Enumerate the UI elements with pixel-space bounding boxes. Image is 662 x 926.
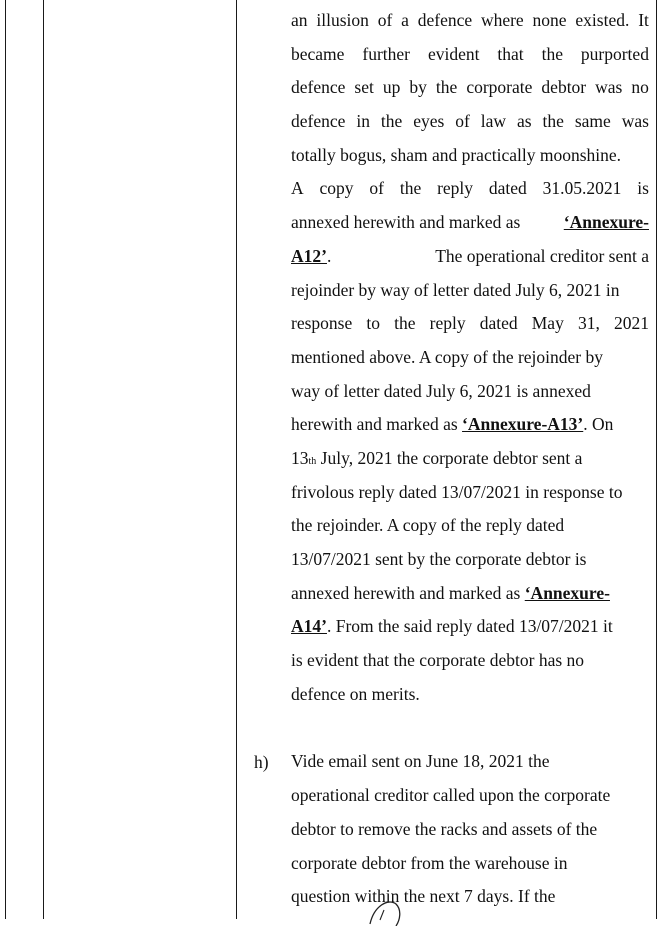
signature-mark (366, 896, 416, 926)
text-line: operational creditor called upon the corporate (291, 785, 611, 806)
text-line: is evident that the corporate debtor has no (291, 650, 585, 671)
text-line: herewith and marked as ‘Annexure-A13’ . On (291, 408, 649, 442)
text-line: response to the reply dated May 31, 2021 (291, 313, 649, 334)
text-line: defence on merits. (291, 683, 420, 704)
text-line: 13/07/2021 sent by the corporate debtor is (291, 549, 587, 569)
text-line: rejoinder by way of letter dated July 6, 2021 in (291, 279, 620, 300)
text-line: an illusion of a defence where none existed. It (291, 10, 649, 30)
table-border-middle (236, 0, 237, 919)
annexure-a14-label: ‘Annexure- (524, 582, 610, 603)
text-line: annexed herewith and marked as ‘Annexure- (291, 206, 649, 240)
paragraph-h-label: h) (254, 752, 269, 772)
text-line: A14’ . From the said reply dated 13/07/2021 it (291, 610, 649, 644)
text-line: defence set up by the corporate debtor was no (291, 77, 649, 98)
text-line: Vide email sent on June 18, 2021 the (291, 751, 550, 772)
text-line: annexed herewith and marked as ‘Annexure- (291, 577, 649, 611)
paragraph-g (291, 4, 649, 914)
annexure-a12-label: ‘Annexure- (563, 212, 649, 233)
text-line: became further evident that the purported (291, 43, 649, 64)
text-line: frivolous reply dated 13/07/2021 in response to (291, 481, 623, 502)
text-line: question within the next 7 days. If the (291, 886, 556, 907)
table-border-right (656, 0, 657, 919)
text-line: corporate debtor from the warehouse in (291, 852, 568, 873)
annexure-a13-label: ‘Annexure-A13’ (462, 414, 584, 435)
annexure-a12-label-cont: A12’ (291, 245, 327, 266)
text-line: totally bogus, sham and practically moonshine. (291, 144, 622, 165)
table-border-index (43, 0, 44, 919)
text-line: defence in the eyes of law as the same was (291, 111, 649, 132)
text-line: way of letter dated July 6, 2021 is annexed (291, 380, 591, 401)
annexure-a14-label-cont: A14’ (291, 616, 327, 637)
text-line: A12’ . The operational creditor sent a (291, 240, 649, 274)
text-line: mentioned above. A copy of the rejoinder by (291, 346, 604, 367)
text-line: debtor to remove the racks and assets of the (291, 818, 598, 839)
table-border-left (5, 0, 6, 919)
text-line: 13 th July, 2021 the corporate debtor sent a (291, 447, 583, 468)
text-line: the rejoinder. A copy of the reply dated (291, 515, 565, 536)
text-line: A copy of the reply dated 31.05.2021 is (291, 178, 649, 199)
